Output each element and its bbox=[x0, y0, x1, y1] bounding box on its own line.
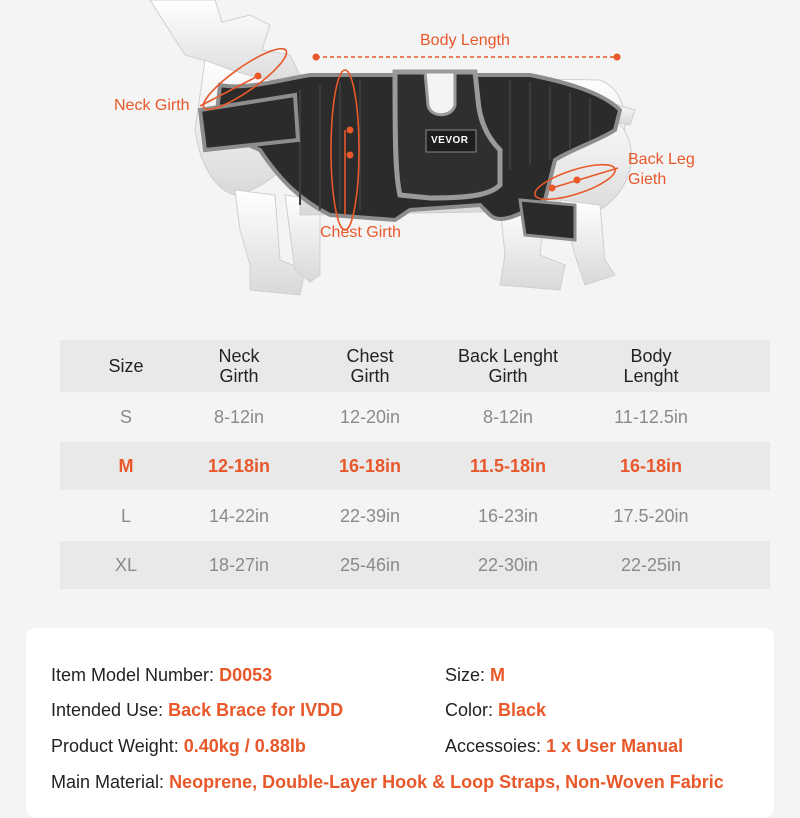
back-cell: 16-23in bbox=[477, 505, 539, 526]
header-chest-girth bbox=[346, 340, 393, 392]
spec-accessories bbox=[445, 736, 683, 757]
chest-cell: 12-20in bbox=[339, 406, 401, 427]
back-cell: 11.5-18in bbox=[469, 455, 547, 476]
size-cell: XL bbox=[114, 554, 138, 575]
body-cell: 16-18in bbox=[619, 455, 683, 476]
spec-color bbox=[445, 700, 546, 721]
header-neck-girth bbox=[218, 340, 259, 392]
product-spec-card bbox=[26, 628, 774, 818]
neck-cell: 14-22in bbox=[208, 505, 270, 526]
spec-label: Product Weight: bbox=[51, 736, 179, 756]
table-row bbox=[60, 492, 770, 540]
chest-girth-label: Chest Girth bbox=[320, 224, 401, 241]
spec-label: Size: bbox=[445, 665, 486, 685]
body-cell: 11-12.5in bbox=[614, 406, 688, 427]
header-text: Back Lenght Girth bbox=[457, 346, 559, 386]
body-length-label: Body Length bbox=[420, 32, 510, 49]
spec-value: Black bbox=[498, 700, 547, 720]
spec-material bbox=[51, 772, 724, 793]
size-cell: S bbox=[119, 406, 133, 427]
spec-label: Accessoies: bbox=[445, 736, 542, 756]
body-cell: 17.5-20in bbox=[613, 505, 689, 526]
back-cell: 8-12in bbox=[482, 406, 534, 427]
spec-label: Main Material: bbox=[51, 772, 165, 792]
spec-size bbox=[445, 665, 505, 686]
back-cell: 22-30in bbox=[477, 554, 539, 575]
brand-logo: VEVOR bbox=[431, 135, 469, 146]
spec-label: Intended Use: bbox=[51, 700, 164, 720]
table-row-highlighted bbox=[60, 442, 770, 490]
size-cell: M bbox=[118, 455, 134, 476]
neck-girth-label: Neck Girth bbox=[114, 97, 190, 114]
spec-value: 0.40kg / 0.88lb bbox=[183, 736, 306, 756]
header-text: Chest Girth bbox=[346, 346, 394, 386]
header-body-length bbox=[623, 340, 678, 392]
header-size bbox=[108, 340, 143, 392]
spec-value: D0053 bbox=[219, 665, 273, 685]
spec-value: Back Brace for IVDD bbox=[168, 700, 344, 720]
table-row bbox=[60, 541, 770, 589]
header-back-length-girth bbox=[458, 340, 558, 392]
spec-weight bbox=[51, 736, 306, 757]
chest-cell: 25-46in bbox=[339, 554, 401, 575]
neck-cell: 18-27in bbox=[208, 554, 270, 575]
chest-cell: 16-18in bbox=[338, 455, 402, 476]
size-cell: L bbox=[120, 505, 132, 526]
table-row bbox=[60, 393, 770, 441]
chest-cell: 22-39in bbox=[339, 505, 401, 526]
body-cell: 22-25in bbox=[620, 554, 682, 575]
spec-use bbox=[51, 700, 343, 721]
spec-label: Item Model Number: bbox=[51, 665, 215, 685]
back-leg-label-line2: Gieth bbox=[628, 171, 667, 188]
product-diagram bbox=[0, 0, 800, 330]
table-header-row bbox=[60, 340, 770, 392]
spec-value: Neoprene, Double-Layer Hook & Loop Straps, Non-Woven Fabric bbox=[169, 772, 724, 792]
neck-cell: 12-18in bbox=[207, 455, 271, 476]
back-leg-label-line1: Back Leg bbox=[628, 151, 695, 168]
spec-value: 1 x User Manual bbox=[546, 736, 684, 756]
spec-value: M bbox=[490, 665, 506, 685]
header-text: Neck Girth bbox=[218, 346, 260, 386]
spec-label: Color: bbox=[445, 700, 494, 720]
header-text: Body Lenght bbox=[623, 346, 679, 386]
spec-model bbox=[51, 665, 272, 686]
neck-cell: 8-12in bbox=[213, 406, 265, 427]
header-text: Size bbox=[108, 356, 144, 376]
